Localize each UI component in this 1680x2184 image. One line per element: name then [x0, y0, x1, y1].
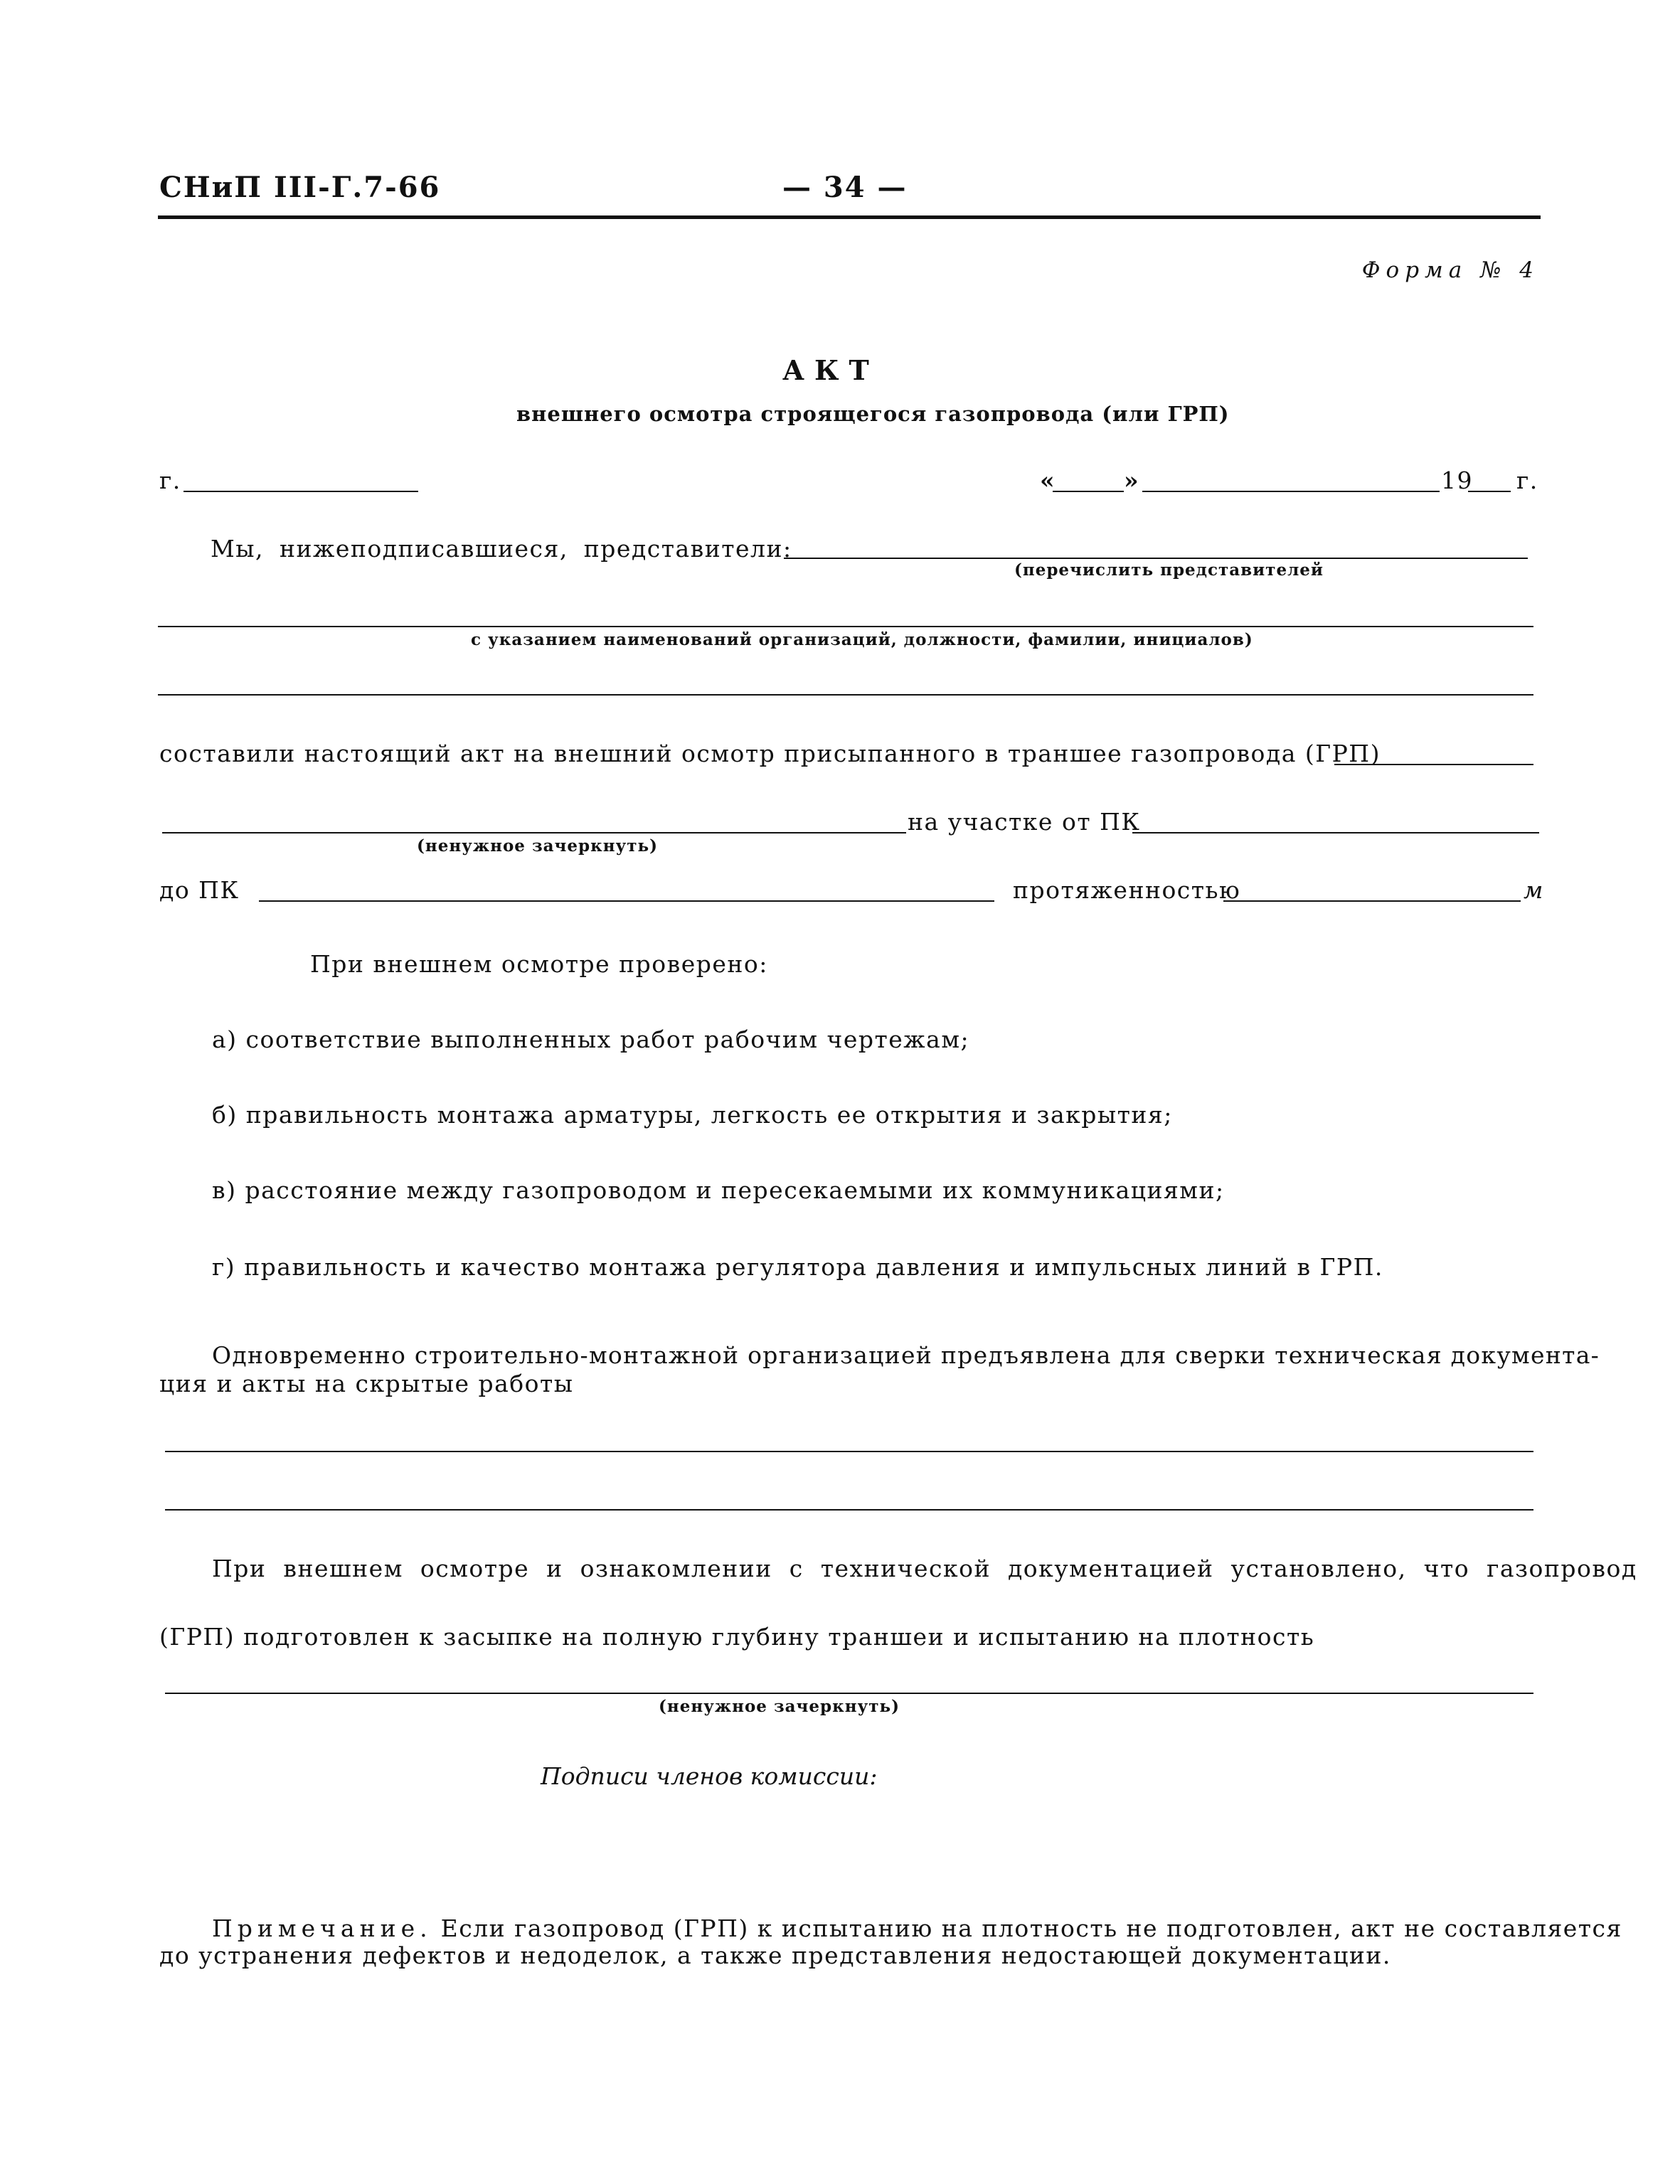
- pipeline-name-field[interactable]: [1334, 764, 1533, 765]
- page-number: — 34 —: [782, 171, 908, 204]
- strike-hint-2: (ненужное зачеркнуть): [659, 1697, 900, 1716]
- date-open-quote: «: [1040, 467, 1056, 494]
- conclusion-line-1: При внешнем осмотре и ознакомлении с технической документацией установлено, что газопровод: [212, 1555, 1637, 1582]
- day-field[interactable]: [1053, 491, 1124, 492]
- conclusion-field[interactable]: [165, 1693, 1533, 1694]
- composed-text: составили настоящий акт на внешний осмотр присыпанного в траншее газопровода (ГРП): [159, 740, 1381, 767]
- city-field[interactable]: [184, 491, 418, 492]
- representatives-label: Мы, нижеподписавшиеся, представители:: [211, 535, 792, 563]
- date-close-quote: »: [1124, 467, 1140, 494]
- checked-item-g: г) правильность и качество монтажа регулятора давления и импульсных линий в ГРП.: [212, 1253, 1383, 1281]
- representatives-line-2[interactable]: [158, 626, 1533, 627]
- header-rule: [158, 215, 1541, 219]
- month-field[interactable]: [1142, 491, 1440, 492]
- act-subtitle: внешнего осмотра строящегося газопровода (или ГРП): [516, 402, 1230, 426]
- documentation-line-1: Одновременно строительно-монтажной организацией предъявлена для сверки техническая документа-: [212, 1341, 1600, 1369]
- note-line-2: до устранения дефектов и недоделок, а также представления недостающей документации.: [159, 1941, 1391, 1969]
- documentation-field-1[interactable]: [165, 1451, 1533, 1452]
- year-field[interactable]: [1468, 491, 1511, 492]
- representatives-hint-1: (перечислить представителей: [1014, 560, 1324, 580]
- pipeline-type-field[interactable]: [162, 832, 906, 833]
- document-code: СНиП III-Г.7-66: [159, 171, 441, 204]
- year-suffix: г.: [1516, 467, 1538, 494]
- representatives-line-3[interactable]: [158, 694, 1533, 696]
- length-unit: м: [1524, 876, 1544, 904]
- checked-item-a: а) соответствие выполненных работ рабочим чертежам;: [212, 1026, 970, 1053]
- section-from-label: на участке от ПК: [908, 808, 1141, 836]
- act-title: АКТ: [782, 354, 879, 386]
- section-from-field[interactable]: [1132, 832, 1539, 833]
- section-to-label: до ПК: [159, 876, 240, 904]
- note-line-1: [212, 1914, 1622, 1942]
- checked-item-b: б) правильность монтажа арматуры, легкость ее открытия и закрытия;: [212, 1101, 1173, 1129]
- documentation-field-2[interactable]: [165, 1509, 1533, 1511]
- section-to-field[interactable]: [259, 900, 994, 902]
- note-text-1: Если газопровод (ГРП) к испытанию на плотность не подготовлен, акт не составляется: [440, 1914, 1622, 1942]
- form-label: Форма № 4: [1361, 257, 1539, 283]
- note-label: Примечание.: [212, 1914, 432, 1942]
- representatives-field[interactable]: [784, 558, 1528, 559]
- year-prefix: 19: [1441, 467, 1473, 494]
- checked-intro: При внешнем осмотре проверено:: [310, 950, 768, 978]
- documentation-line-2: ция и акты на скрытые работы: [159, 1370, 574, 1397]
- conclusion-line-2: (ГРП) подготовлен к засыпке на полную глубину траншеи и испытанию на плотность: [159, 1623, 1315, 1651]
- length-field[interactable]: [1223, 900, 1521, 902]
- strike-hint-1: (ненужное зачеркнуть): [417, 836, 658, 856]
- representatives-hint-2: с указанием наименований организаций, должности, фамилии, инициалов): [471, 630, 1253, 649]
- signatures-label: Подписи членов комиссии:: [541, 1762, 878, 1790]
- length-label: протяженностью: [1013, 876, 1241, 904]
- city-prefix: г.: [159, 467, 181, 494]
- checked-item-v: в) расстояние между газопроводом и пересекаемыми их коммуникациями;: [212, 1176, 1225, 1204]
